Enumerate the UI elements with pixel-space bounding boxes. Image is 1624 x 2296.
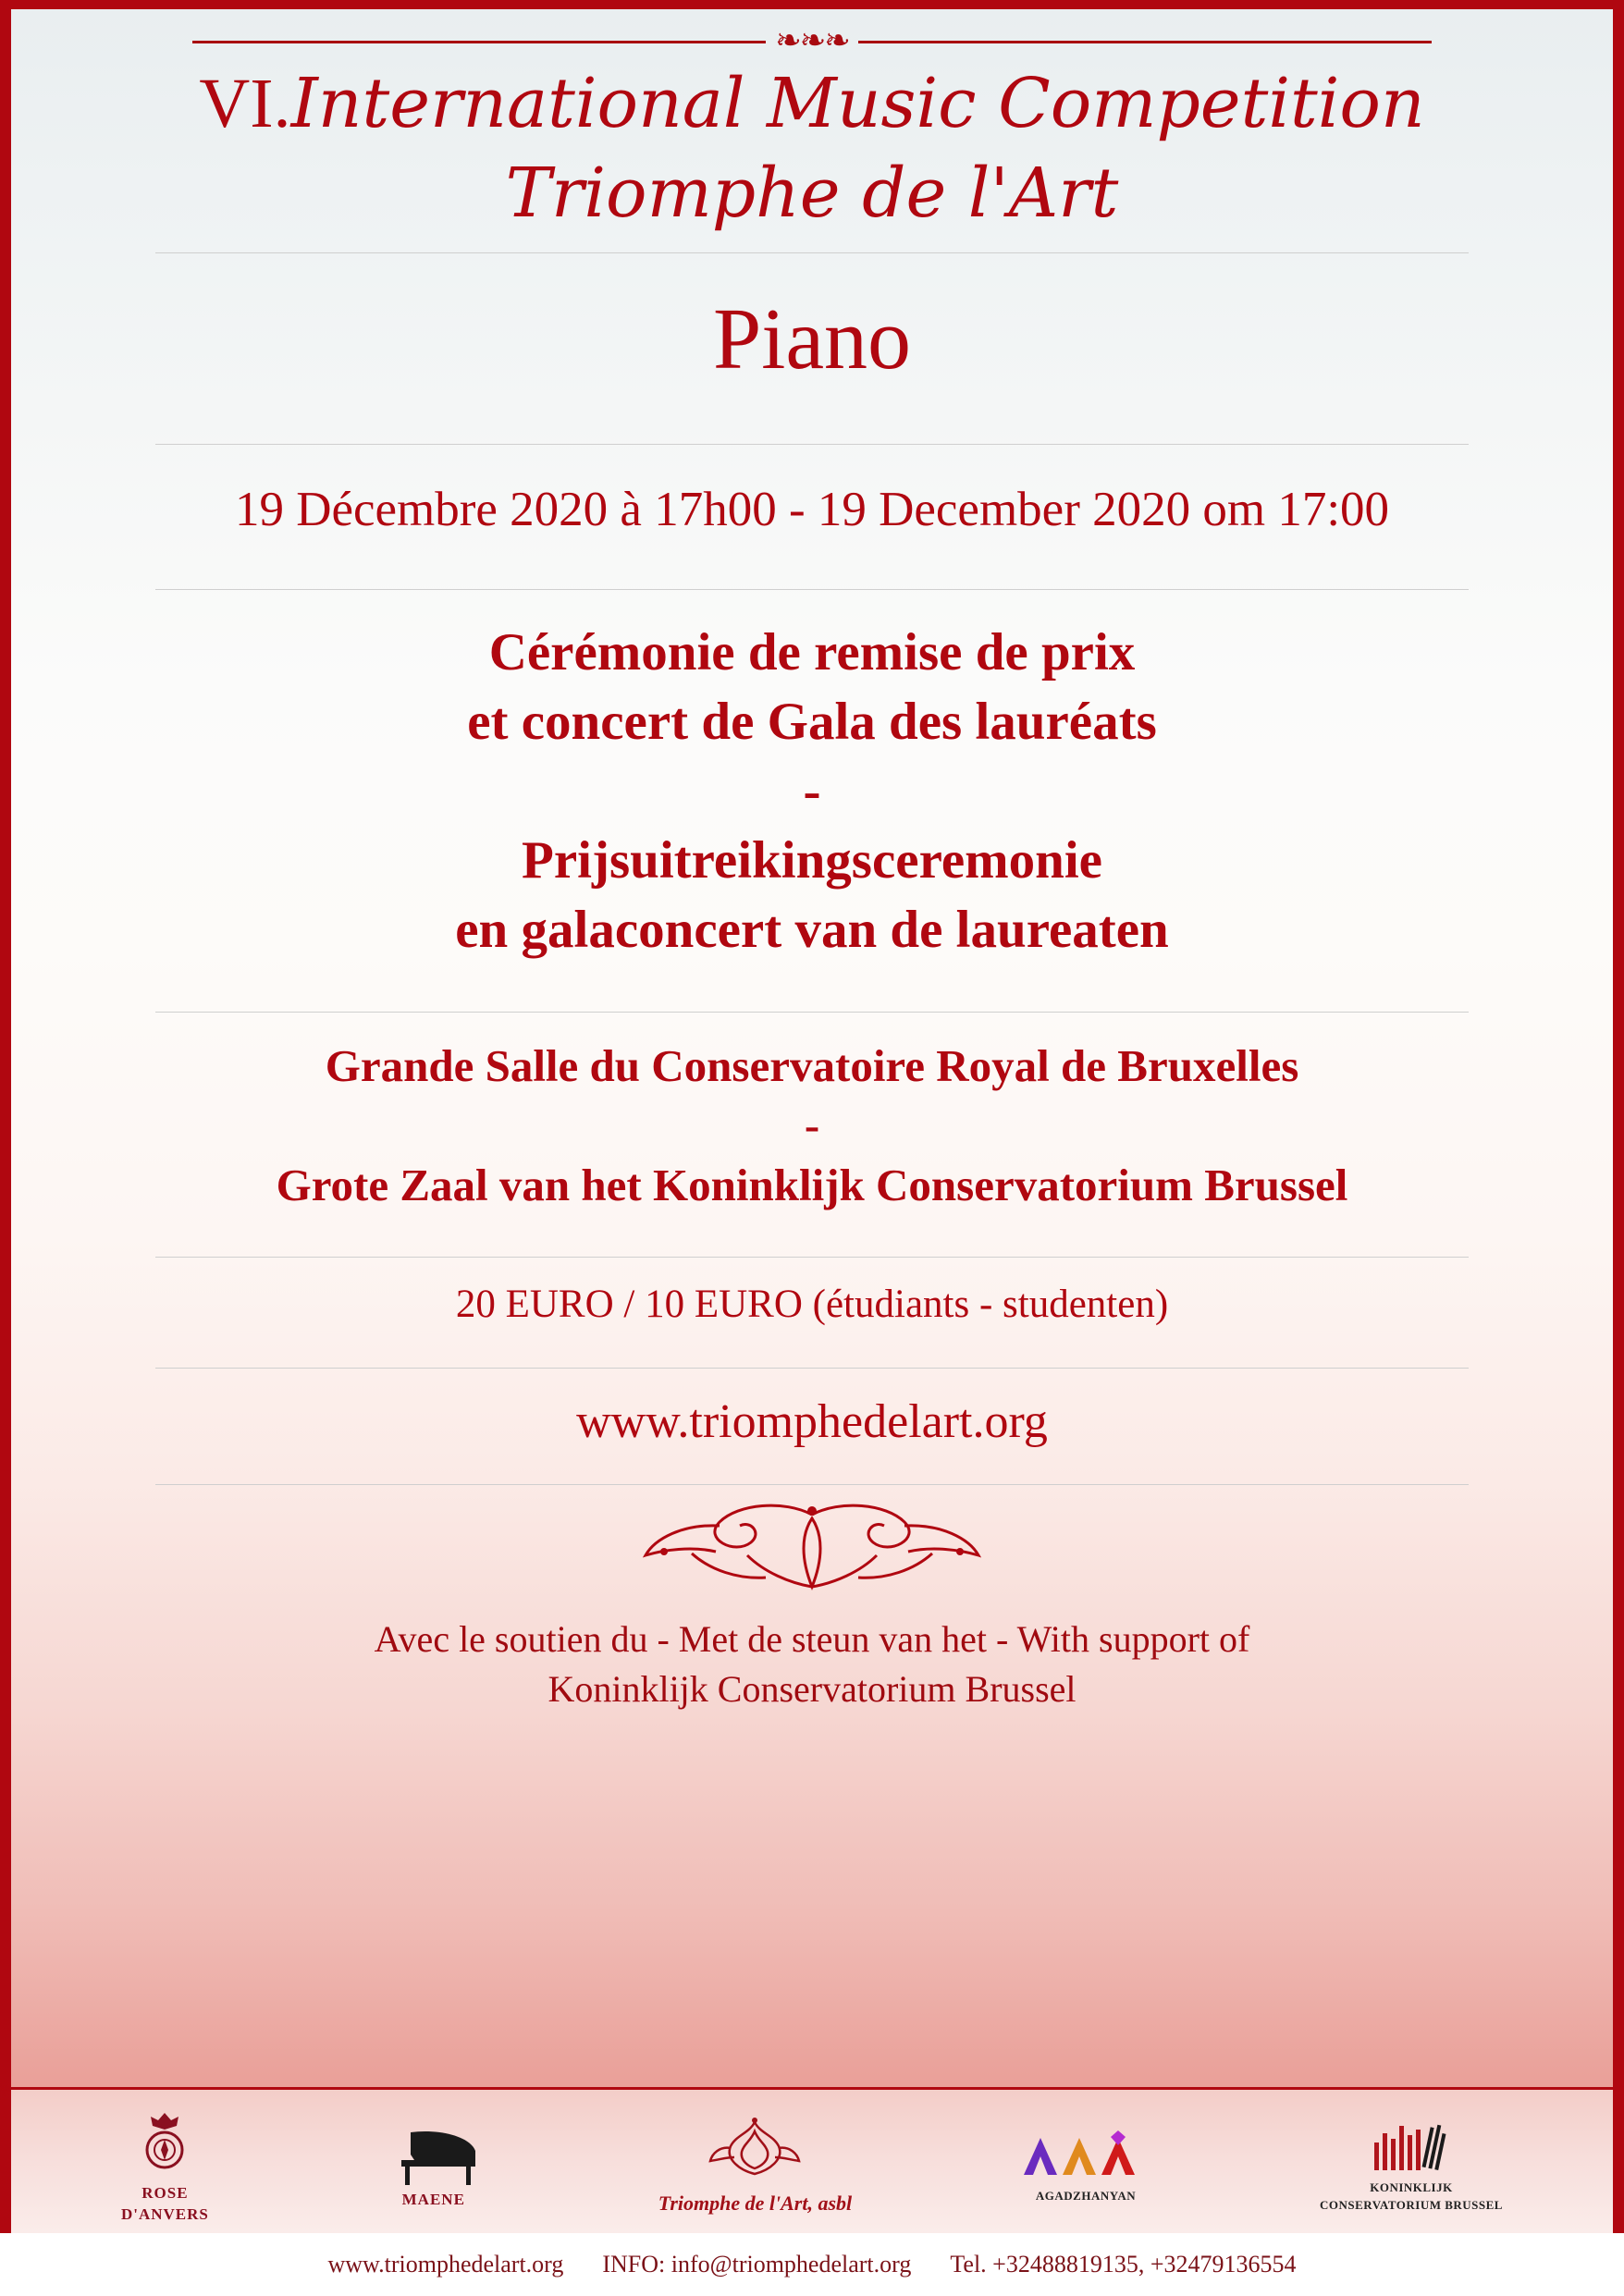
footer-info-email[interactable]: INFO: info@triomphedelart.org <box>602 2251 912 2278</box>
event-fr-line2: et concert de Gala des lauréats <box>467 692 1157 751</box>
sponsor-logos <box>11 2087 1613 2242</box>
event-datetime: 19 Décembre 2020 à 17h00 - 19 December 2020 om 17:00 <box>234 482 1390 536</box>
competition-title-line2: Triomphe de l'Art <box>505 153 1119 234</box>
logo-triomphe-de-lart[interactable] <box>658 2117 852 2216</box>
venue-fr: Grande Salle du Conservatoire Royal de Bruxelles <box>325 1039 1299 1091</box>
logo-triomphe-label: Triomphe de l'Art, asbl <box>658 2192 853 2215</box>
event-nl-line2: en galaconcert van de laureaten <box>455 901 1169 960</box>
logo-rose-danvers[interactable] <box>121 2109 209 2224</box>
divider-4 <box>155 1012 1469 1013</box>
logo-maene-label: MAENE <box>401 2191 465 2208</box>
divider-3 <box>155 589 1469 590</box>
event-description <box>75 618 1548 965</box>
footer-contact-bar <box>0 2233 1624 2296</box>
support-block <box>75 1615 1548 1714</box>
divider-1 <box>155 252 1469 253</box>
logo-kcb-line2: CONSERVATORIUM BRUSSEL <box>1319 2197 1503 2212</box>
divider-5 <box>155 1257 1469 1258</box>
event-nl-line1: Prijsuitreikingsceremonie <box>522 831 1102 890</box>
competition-title-text: International Music Competition <box>290 64 1425 143</box>
footer-website[interactable]: www.triomphedelart.org <box>327 2251 564 2278</box>
divider-2 <box>155 444 1469 445</box>
logo-rose-danvers-line2: D'ANVERS <box>120 2204 209 2223</box>
venue-separator: - <box>804 1099 820 1151</box>
logo-maene[interactable] <box>374 2123 494 2209</box>
logo-koninklijk-conservatorium-brussel[interactable] <box>1320 2120 1503 2213</box>
divider-line-left <box>192 41 766 43</box>
footer-telephone: Tel. +32488819135, +32479136554 <box>950 2251 1297 2278</box>
edition-number: VI. <box>199 65 291 142</box>
divider-6 <box>155 1368 1469 1369</box>
event-fr-line1: Cérémonie de remise de prix <box>488 622 1136 681</box>
website-link[interactable]: www.triomphedelart.org <box>576 1394 1048 1448</box>
top-ornament-divider <box>11 26 1613 57</box>
divider-line-right <box>858 41 1432 43</box>
support-line2: Koninklijk Conservatorium Brussel <box>547 1667 1077 1710</box>
instrument-category: Piano <box>712 290 912 387</box>
event-separator: - <box>803 761 821 820</box>
support-line1: Avec le soutien du - Met de steun van het - With support of <box>374 1617 1250 1660</box>
poster-body <box>11 9 1613 2242</box>
venue-nl: Grote Zaal van het Koninklijk Conservatorium Brussel <box>276 1160 1348 1211</box>
ticket-price: 20 EURO / 10 EURO (étudiants - studenten) <box>455 1282 1169 1326</box>
venue-block <box>27 1037 1596 1216</box>
divider-7 <box>155 1484 1469 1485</box>
logo-aaa-agadzhanyan[interactable] <box>1016 2129 1155 2204</box>
logo-rose-danvers-line1: ROSE <box>141 2183 189 2202</box>
logo-aaa-sublabel: AGADZHANYAN <box>1035 2189 1137 2203</box>
competition-title-line1 <box>43 65 1581 143</box>
ornament-icon: ❧❧❧ <box>775 24 849 58</box>
flourish-ornament-icon <box>553 1498 1071 1600</box>
logo-kcb-line1: KONINKLIJK <box>1370 2179 1453 2194</box>
